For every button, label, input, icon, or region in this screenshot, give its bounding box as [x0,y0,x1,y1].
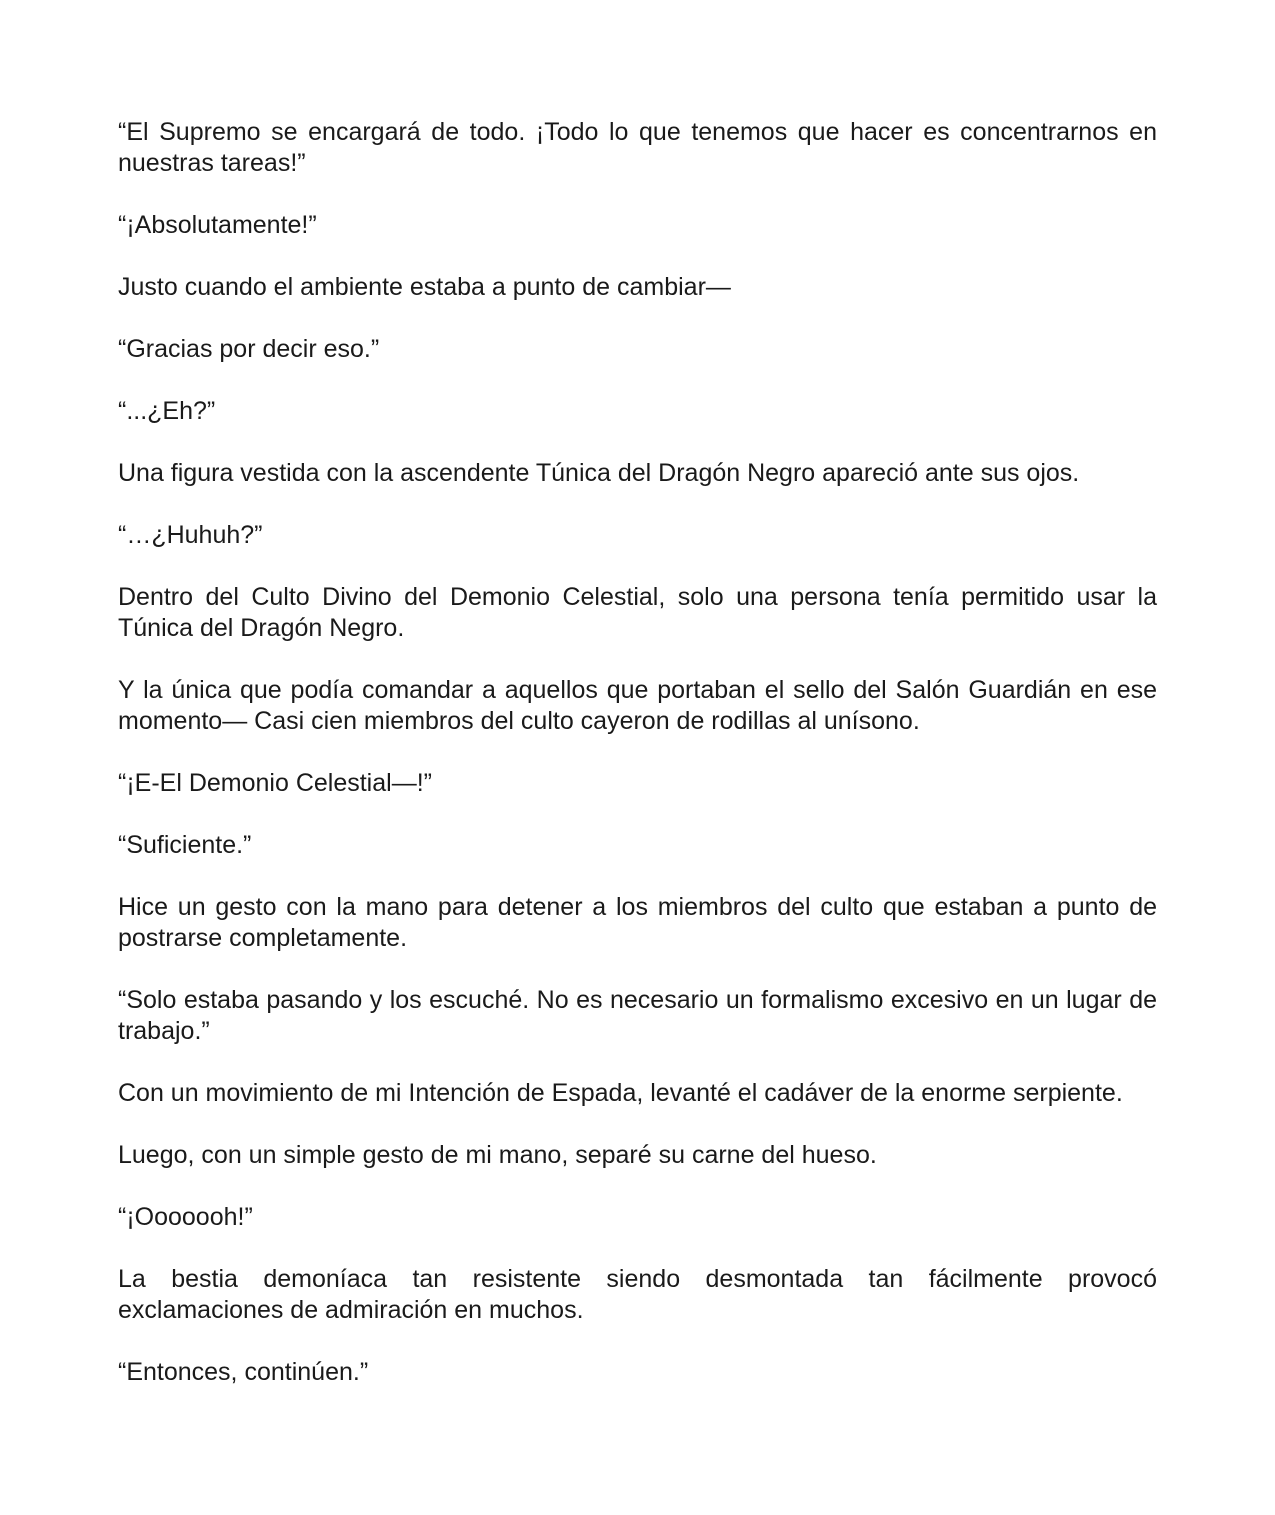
paragraph: “…¿Huhuh?” [118,521,263,549]
paragraph: Con un movimiento de mi Intención de Espada, levanté el cadáver de la enorme serpiente. [118,1079,1123,1107]
paragraph: “Suficiente.” [118,831,252,859]
document-page [118,117,1157,1388]
paragraph: “Entonces, continúen.” [118,1358,369,1386]
paragraph: “Gracias por decir eso.” [118,335,380,363]
paragraph: Una figura vestida con la ascendente Túnica del Dragón Negro apareció ante sus ojos. [118,459,1080,487]
paragraph: “¡Absolutamente!” [118,211,317,239]
paragraph: Dentro del Culto Divino del Demonio Celestial, solo una persona tenía permitido usar la Túnica del Dragón Negro. [118,583,1157,642]
paragraph: “¡E-El Demonio Celestial—!” [118,769,432,797]
paragraph: “Solo estaba pasando y los escuché. No es necesario un formalismo excesivo en un lugar de trabajo.” [118,986,1157,1045]
paragraph: “¡Ooooooh!” [118,1203,253,1231]
paragraph: La bestia demoníaca tan resistente siendo desmontada tan fácilmente provocó exclamaciones de admiración en muchos. [118,1265,1157,1324]
paragraph: “El Supremo se encargará de todo. ¡Todo lo que tenemos que hacer es concentrarnos en nuestras tareas!” [118,118,1157,177]
paragraph: “...¿Eh?” [118,397,216,425]
paragraph: Luego, con un simple gesto de mi mano, separé su carne del hueso. [118,1141,877,1169]
paragraph: Hice un gesto con la mano para detener a los miembros del culto que estaban a punto de postrarse completamente. [118,893,1157,952]
paragraph: Y la única que podía comandar a aquellos que portaban el sello del Salón Guardián en ese momento— Casi cien miembros del culto cayeron de rodillas al unísono. [118,676,1157,735]
paragraph: Justo cuando el ambiente estaba a punto de cambiar— [118,273,731,301]
